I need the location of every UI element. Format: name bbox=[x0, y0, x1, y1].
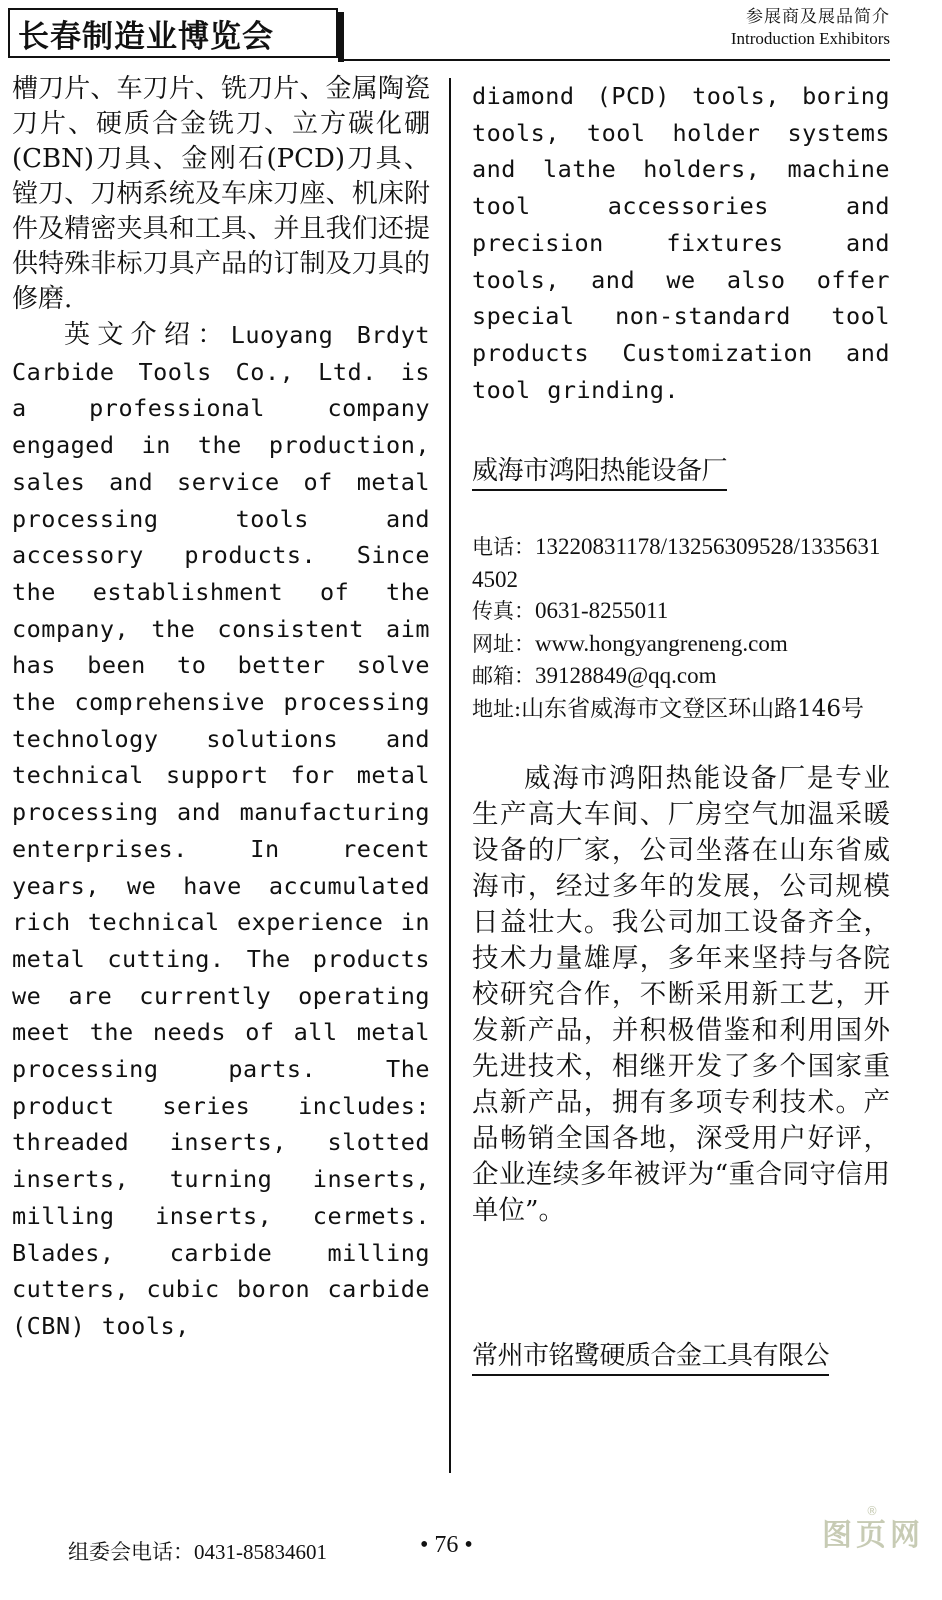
en-intro-text: Luoyang Brdyt Carbide Tools Co., Ltd. is a professional company engaged in the production, sales and service of metal processing tools and accessory products. Since the establishment of the company, the consistent aim has been to better solve the comprehensive processing technology solutions and technical support for metal processing and manufacturing enterprises. In recent years, we have accumulated rich technical experience in metal cutting. The products we are currently operating meet the needs of all metal processing parts. The product series includes: threaded inserts, slotted inserts, turning inserts, milling inserts, cermets. Blades, carbide milling cutters, cubic boron carbide (CBN) tools, bbox=[12, 321, 430, 1340]
contact-block bbox=[472, 531, 890, 725]
footer-page-number: • 76 • bbox=[420, 1532, 473, 1558]
header-title-box bbox=[8, 8, 338, 58]
contact-phone: 电话：13220831178/13256309528/13356314502 bbox=[472, 534, 881, 592]
watermark-registered-mark: ® bbox=[866, 1504, 878, 1518]
company-title-changzhou: 常州市铭鹭硬质合金工具有限公 bbox=[472, 1335, 829, 1376]
column-divider bbox=[449, 78, 451, 1473]
footer-organizer-phone: 组委会电话：0431-85834601 bbox=[68, 1540, 327, 1564]
cn-product-list: 槽刀片、车刀片、铣刀片、金属陶瓷刀片、硬质合金铣刀、立方碳化硼(CBN)刀具、金刚石(PCD)刀具、镗刀、刀柄系统及车床刀座、机床附件及精密夹具和工具、并且我们还提供特殊非标刀具产品的订制及刀具的修磨. bbox=[12, 74, 430, 314]
header-title: 长春制造业博览会 bbox=[18, 18, 274, 55]
company-title-weihai: 威海市鸿阳热能设备厂 bbox=[472, 450, 727, 491]
en-intro-continued: diamond (PCD) tools, boring tools, tool holder systems and lathe holders, machine tool accessories and precision fixtures and tools, and we also offer special non-standard tool products Customization and tool grinding. bbox=[472, 82, 890, 404]
contact-email: 邮箱：39128849@qq.com bbox=[472, 663, 717, 689]
header-section-cn: 参展商及展品简介 bbox=[746, 7, 890, 26]
contact-website: 网址：www.hongyangreneng.com bbox=[472, 630, 788, 656]
right-column bbox=[472, 78, 890, 1376]
en-intro-label: 英文介绍： bbox=[64, 320, 231, 350]
left-column bbox=[12, 72, 430, 1345]
header-section-label bbox=[731, 6, 890, 50]
en-intro-paragraph bbox=[12, 317, 430, 1345]
header-rule bbox=[338, 59, 890, 61]
company-description-weihai: 威海市鸿阳热能设备厂是专业生产高大车间、厂房空气加温采暖设备的厂家，公司坐落在山东省威海市，经过多年的发展，公司规模日益壮大。我公司加工设备齐全，技术力量雄厚，多年来坚持与各院校研究合作，不断采用新工艺，开发新产品，并积极借鉴和利用国外先进技术，相继开发了多个国家重点新产品，拥有多项专利技术。产品畅销全国各地，深受用户好评，企业连续多年被评为“重合同守信用单位”。 bbox=[472, 763, 890, 1227]
contact-address: 地址:山东省威海市文登区环山路146号 bbox=[472, 695, 864, 722]
contact-fax: 传真：0631-8255011 bbox=[472, 598, 669, 624]
watermark-logo: 图页网 bbox=[822, 1518, 924, 1553]
header-section-en: Introduction Exhibitors bbox=[730, 29, 890, 48]
header-box-shadow bbox=[338, 12, 344, 62]
